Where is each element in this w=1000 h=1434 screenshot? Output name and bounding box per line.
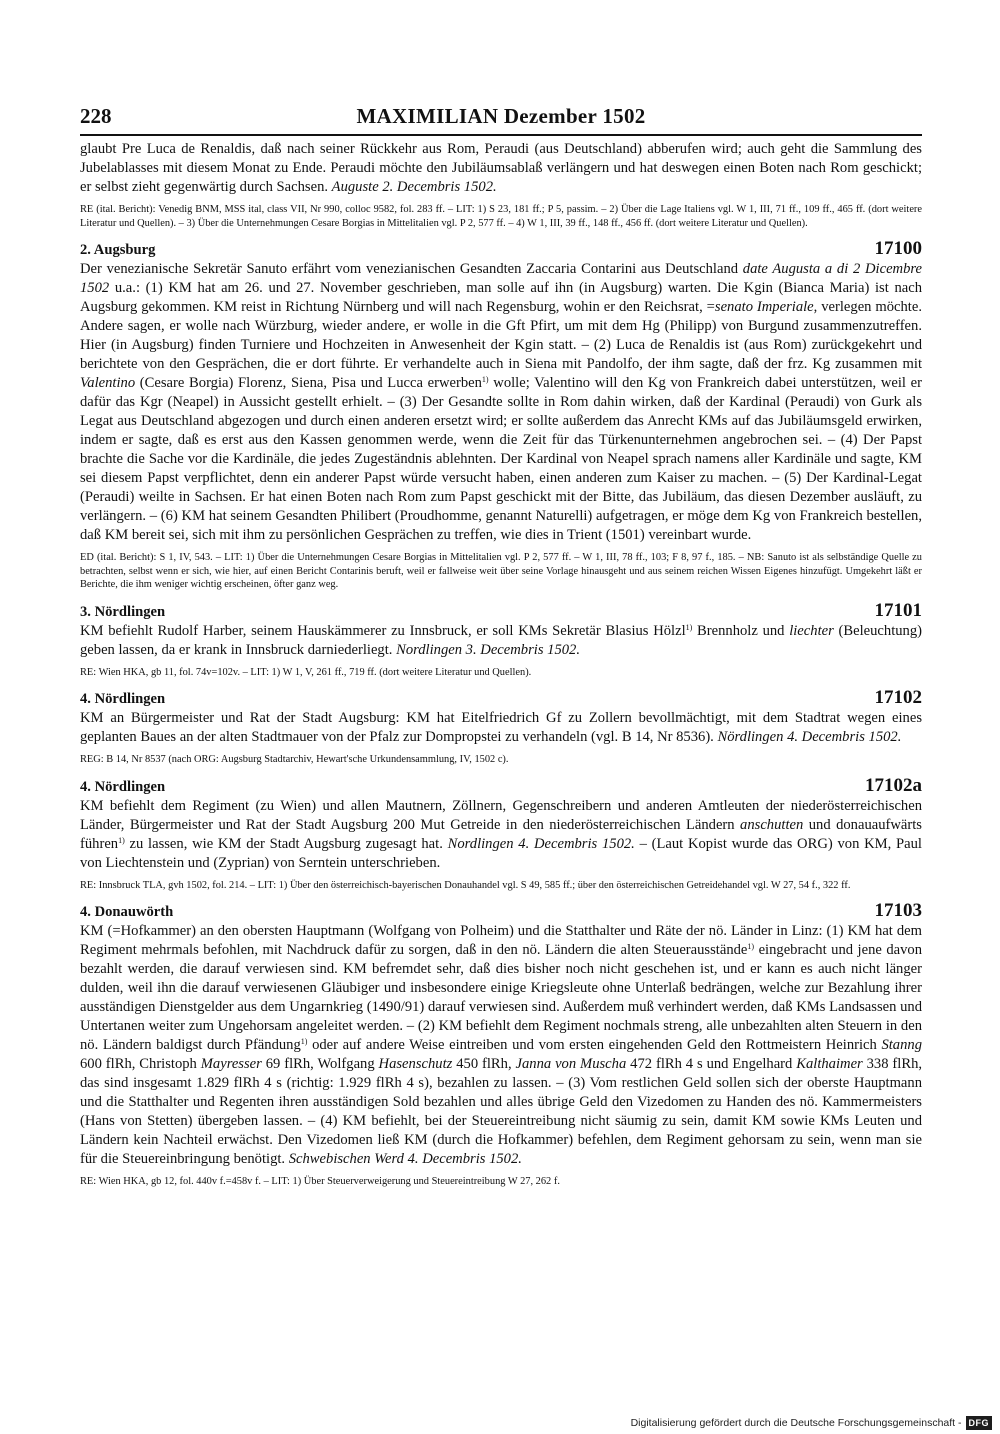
continuation-note: RE (ital. Bericht): Venedig BNM, MSS ital, class VII, Nr 990, colloc 9582, fol. 283 ff. – LIT: 1) S 23, 181 ff.; P 5, passim. – 2) Über die Lage Italiens vgl. W 1, III, 71 ff., 109 ff., 465 ff. (dort weitere Literatur und Quellen). – 3) Über die Unternehmungen Cesare Borgias in Mittelitalien vgl. P 2, 577 ff. – 4) W 1, III, 39 ff., 148 ff., 456 ff. (dort weitere Literatur und Quellen). — [80, 204, 922, 229]
entry-note: RE: Wien HKA, gb 11, fol. 74v=102v. – LIT: 1) W 1, V, 261 ff., 719 ff. (dort weitere Literatur und Quellen). — [80, 666, 532, 678]
entry-number: 17102 — [874, 687, 922, 708]
entry-header — [80, 688, 922, 709]
entry-body: KM (=Hofkammer) an den obersten Hauptmann (Wolfgang von Polheim) und die Statthalter und Räte der nö. Länder in Linz: (1) KM hat dem Regiment mehrmals befohlen, mit Nachdruck dafür zu sorgen, daß in den nö. Ländern die alten Steuerausstände$^{1)}$ eingebracht und jene davon bezahlt werden, die darauf verwiesen sind. KM befremdet sehr, daß dies bisher noch nicht geschehen ist, und er kann es auch nicht länger dulden, weil ihn die darauf verwiesenen Gläubiger und insbesondere einige Kriegsleute ohne Unterlaß bedrängen, welche zur Bezahlung ihrer ausständigen Dienstgelder aus dem Ungarnkrieg (1490/91) darauf verwiesen sind. Außerdem muß verhindert werden, daß KMs Landsassen und Untertanen weiter zum Ungehorsam angeleitet werden. – (2) KM befiehlt dem Regiment nochmals streng, alle unbezahlten alten Steuern in den nö. Ländern baldigst durch Pfändung$^{1)}$ oder auf andere Weise eintreiben und vom ersten eingehenden Geld den Rottmeistern Heinrich Stanng 600 flRh, Christoph Mayresser 69 flRh, Wolfgang Hasenschutz 450 flRh, Janna von Muscha 472 flRh 4 s und Engelhard Kalthaimer 338 flRh, das sind insgesamt 1.829 flRh 4 s (richtig: 1.929 flRh 4 s), bezahlen zu lassen. – (3) Vom restlichen Geld sollen sich der oberste Hauptmann und die Statthalter und Regenten ihren ausständigen Sold bezahlen und alles übrige Geld den Vizedomen zu Handen des nö. Kammermeisters (Hans von Stetten) übergeben lassen. – (4) KM befiehlt, bei der Steuereintreibung nicht säumig zu sein, damit KM sowie KMs Leuten und Ländern kein Nachteil erwächst. Den Vizedomen ließ KM (durch die Hofkammer) befehlen, dem Regiment gehorsam zu sein, wenn man sie für die Steuereinbringung benötigt. Schwebischen Werd 4. Decembris 1502. — [80, 923, 923, 1167]
entry-note: REG: B 14, Nr 8537 (nach ORG: Augsburg Stadtarchiv, Hewart'sche Urkundensammlung, IV, 1502 c). — [80, 754, 509, 765]
page-number: 228 — [80, 104, 112, 128]
entry-date-place: 4. Donauwörth — [80, 904, 174, 920]
entry-header — [80, 776, 922, 797]
running-title: MAXIMILIAN Dezember 1502 — [356, 104, 646, 128]
entry-note: RE: Innsbruck TLA, gvh 1502, fol. 214. – LIT: 1) Über den österreichisch-bayerischen Donauhandel vgl. S 49, 585 ff.; über den österreichischen Getreidehandel vgl. W 27, 54 f., 322 ff. — [80, 879, 851, 891]
footer-credit: Digitalisierung gefördert durch die Deutsche Forschungsgemeinschaft - — [630, 1417, 962, 1429]
running-head — [80, 104, 922, 134]
entry-date-place: 3. Nördlingen — [80, 603, 166, 620]
entry-date-place: 2. Augsburg — [80, 242, 156, 258]
entry-number: 17103 — [874, 900, 922, 921]
entry-number: 17101 — [874, 599, 922, 621]
footer — [631, 1416, 992, 1430]
entry-header — [80, 901, 922, 922]
continuation-text: glaubt Pre Luca de Renaldis, daß nach seiner Rückkehr aus Rom, Peraudi (aus Deutschland) abberufen wird; auch geht die Sammlung des Jubelablasses mit diesem Monat zu Ende. Peraudi möchte den Jubiläumsablaß verlängern und hat deswegen einen Boten nach Rom geschickt; er selbst zieht gegenwärtig durch Sachsen. Auguste 2. Decembris 1502. — [80, 141, 922, 195]
entry-note: RE: Wien HKA, gb 12, fol. 440v f.=458v f. – LIT: 1) Über Steuerverweigerung und Steuereintreibung W 27, 262 f. — [80, 1176, 560, 1187]
entry-number: 17102a — [865, 774, 922, 796]
entry-header — [80, 601, 922, 622]
entry-note: ED (ital. Bericht): S 1, IV, 543. – LIT: 1) Über die Unternehmungen Cesare Borgias in Mittelitalien vgl. P 2, 577 ff. – W 1, III, 78 ff., 103; F 8, 97 f., 185. – NB: Sanuto ist als selbständige Quelle zu betrachten, selbst wenn er sich, wie hier, auf einen Bericht Contarinis beruft, weil er fallweise weit über seine Vorlage hinausgeht und aus seinem reichen Wissen Eigenes hinzufügt. Umgekehrt läßt er Berichte, die ihm weniger wichtig erscheinen, öfter ganz weg. — [80, 552, 922, 590]
entry-date-place: 4. Nördlingen — [80, 691, 166, 707]
entry-number: 17100 — [874, 238, 922, 259]
entry-body: Der venezianische Sekretär Sanuto erfährt vom venezianischen Gesandten Zaccaria Contarini aus Deutschland date Augusta a di 2 Dicembre 1502 u.a.: (1) KM hat am 26. und 27. November geschrieben, man solle auf ihn (in Augsburg) warten. Die Kgin (Bianca Maria) ist nach Augsburg gekommen. KM reist in Richtung Nürnberg und will nach Regensburg, wohin er den Reichsrat, =senato Imperiale, verlegen möchte. Andere sagen, er wolle nach Würzburg, wieder andere, er wolle in die Gft Pfirt, um mit dem Hg (Philipp) von Burgund zusammenzutreffen. Hier (in Augsburg) finden Turniere und Hochzeiten in Anwesenheit der Kgin statt. – (2) Luca de Renaldis ist (aus Rom) zurückgekehrt und berichtete von den Gesprächen, die er dort führte. Er verhandelte auch in Siena mit Pandolfo, der ihm sagte, daß der frz. Kg zusammen mit Valentino (Cesare Borgia) Florenz, Siena, Pisa und Lucca erwerben$^{1)}$ wolle; Valentino will den Kg von Frankreich dabei unterstützen, weil er dafür das Kgr (Neapel) in Aussicht gestellt erhielt. – (3) Der Gesandte sollte in Rom dahin wirken, daß der Kardinal (Peraudi) von Gurk als Legat aus Deutschland abgezogen und durch einen anderen ersetzt wird; er sollte außerdem das Anrecht KMs auf das Jubiläumsgeld erwirken, indem er sagte, daß es erst aus den Kassen genommen werde, wenn die Zeit für das Türkenunternehmen angebrochen sei. – (4) Der Papst brachte die Sache vor die Kardinäle, die jedes Zugeständnis ablehnten. Der Kardinal von Neapel sprach namens aller Kardinäle und sagte, KM sei diesem Papst verpflichtet, denn ein anderer Papst würde versucht haben, einen anderen zum Kaiser zu machen. – (5) Der Kardinal-Legat (Peraudi) weilte in Sachsen. Er hat einen Boten nach Rom zum Papst geschickt mit der Bitte, das Jubiläum, das diesen Dezember ausläuft, zu verlängern. – (6) KM hat seinem Gesandten Philibert (Proudhomme, genannt Naturelli) aufgetragen, er möge dem Kg von Frankreich bestellen, daß KM bereit sei, sich mit ihm zu persönlichen Gesprächen zu treffen, wie dies in Trient (1501) vereinbart wurde. — [80, 261, 923, 543]
entry-body: KM befiehlt dem Regiment (zu Wien) und allen Mautnern, Zöllnern, Gegenschreibern und anderen Amtleuten der niederösterreichischen Länder, Bürgermeister und Rat der Stadt Augsburg 200 Mut Getreide in den niederösterreichischen Ländern anschutten und donauaufwärts führen$^{1)}$ zu lassen, wie KM der Stadt Augsburg zugesagt hat. Nordlingen 4. Decembris 1502. – (Laut Kopist wurde das ORG) von KM, Paul von Liechtenstein und (Zyprian) von Serntein unterschrieben. — [80, 797, 922, 871]
entry-body: KM an Bürgermeister und Rat der Stadt Augsburg: KM hat Eitelfriedrich Gf zu Zollern bevollmächtigt, mit dem Stadtrat wegen eines geplanten Baues an der alten Stadtmauer von der Pfalz zur Dompropstei zu verhandeln (vgl. B 14, Nr 8536). Nördlingen 4. Decembris 1502. — [80, 710, 922, 745]
entry-body: KM befiehlt Rudolf Harber, seinem Hauskämmerer zu Innsbruck, er soll KMs Sekretär Blasius Hölzl$^{1)}$ Brennholz und liechter (Beleuchtung) geben lassen, da er krank in Innsbruck darniederliegt. Nordlingen 3. Decembris 1502. — [80, 622, 922, 658]
dfg-logo: DFG — [966, 1416, 993, 1430]
document-page — [80, 104, 922, 1198]
entries-list — [80, 239, 922, 1189]
entry-date-place: 4. Nördlingen — [80, 778, 166, 795]
header-rule — [80, 134, 922, 136]
entry-header — [80, 239, 922, 260]
